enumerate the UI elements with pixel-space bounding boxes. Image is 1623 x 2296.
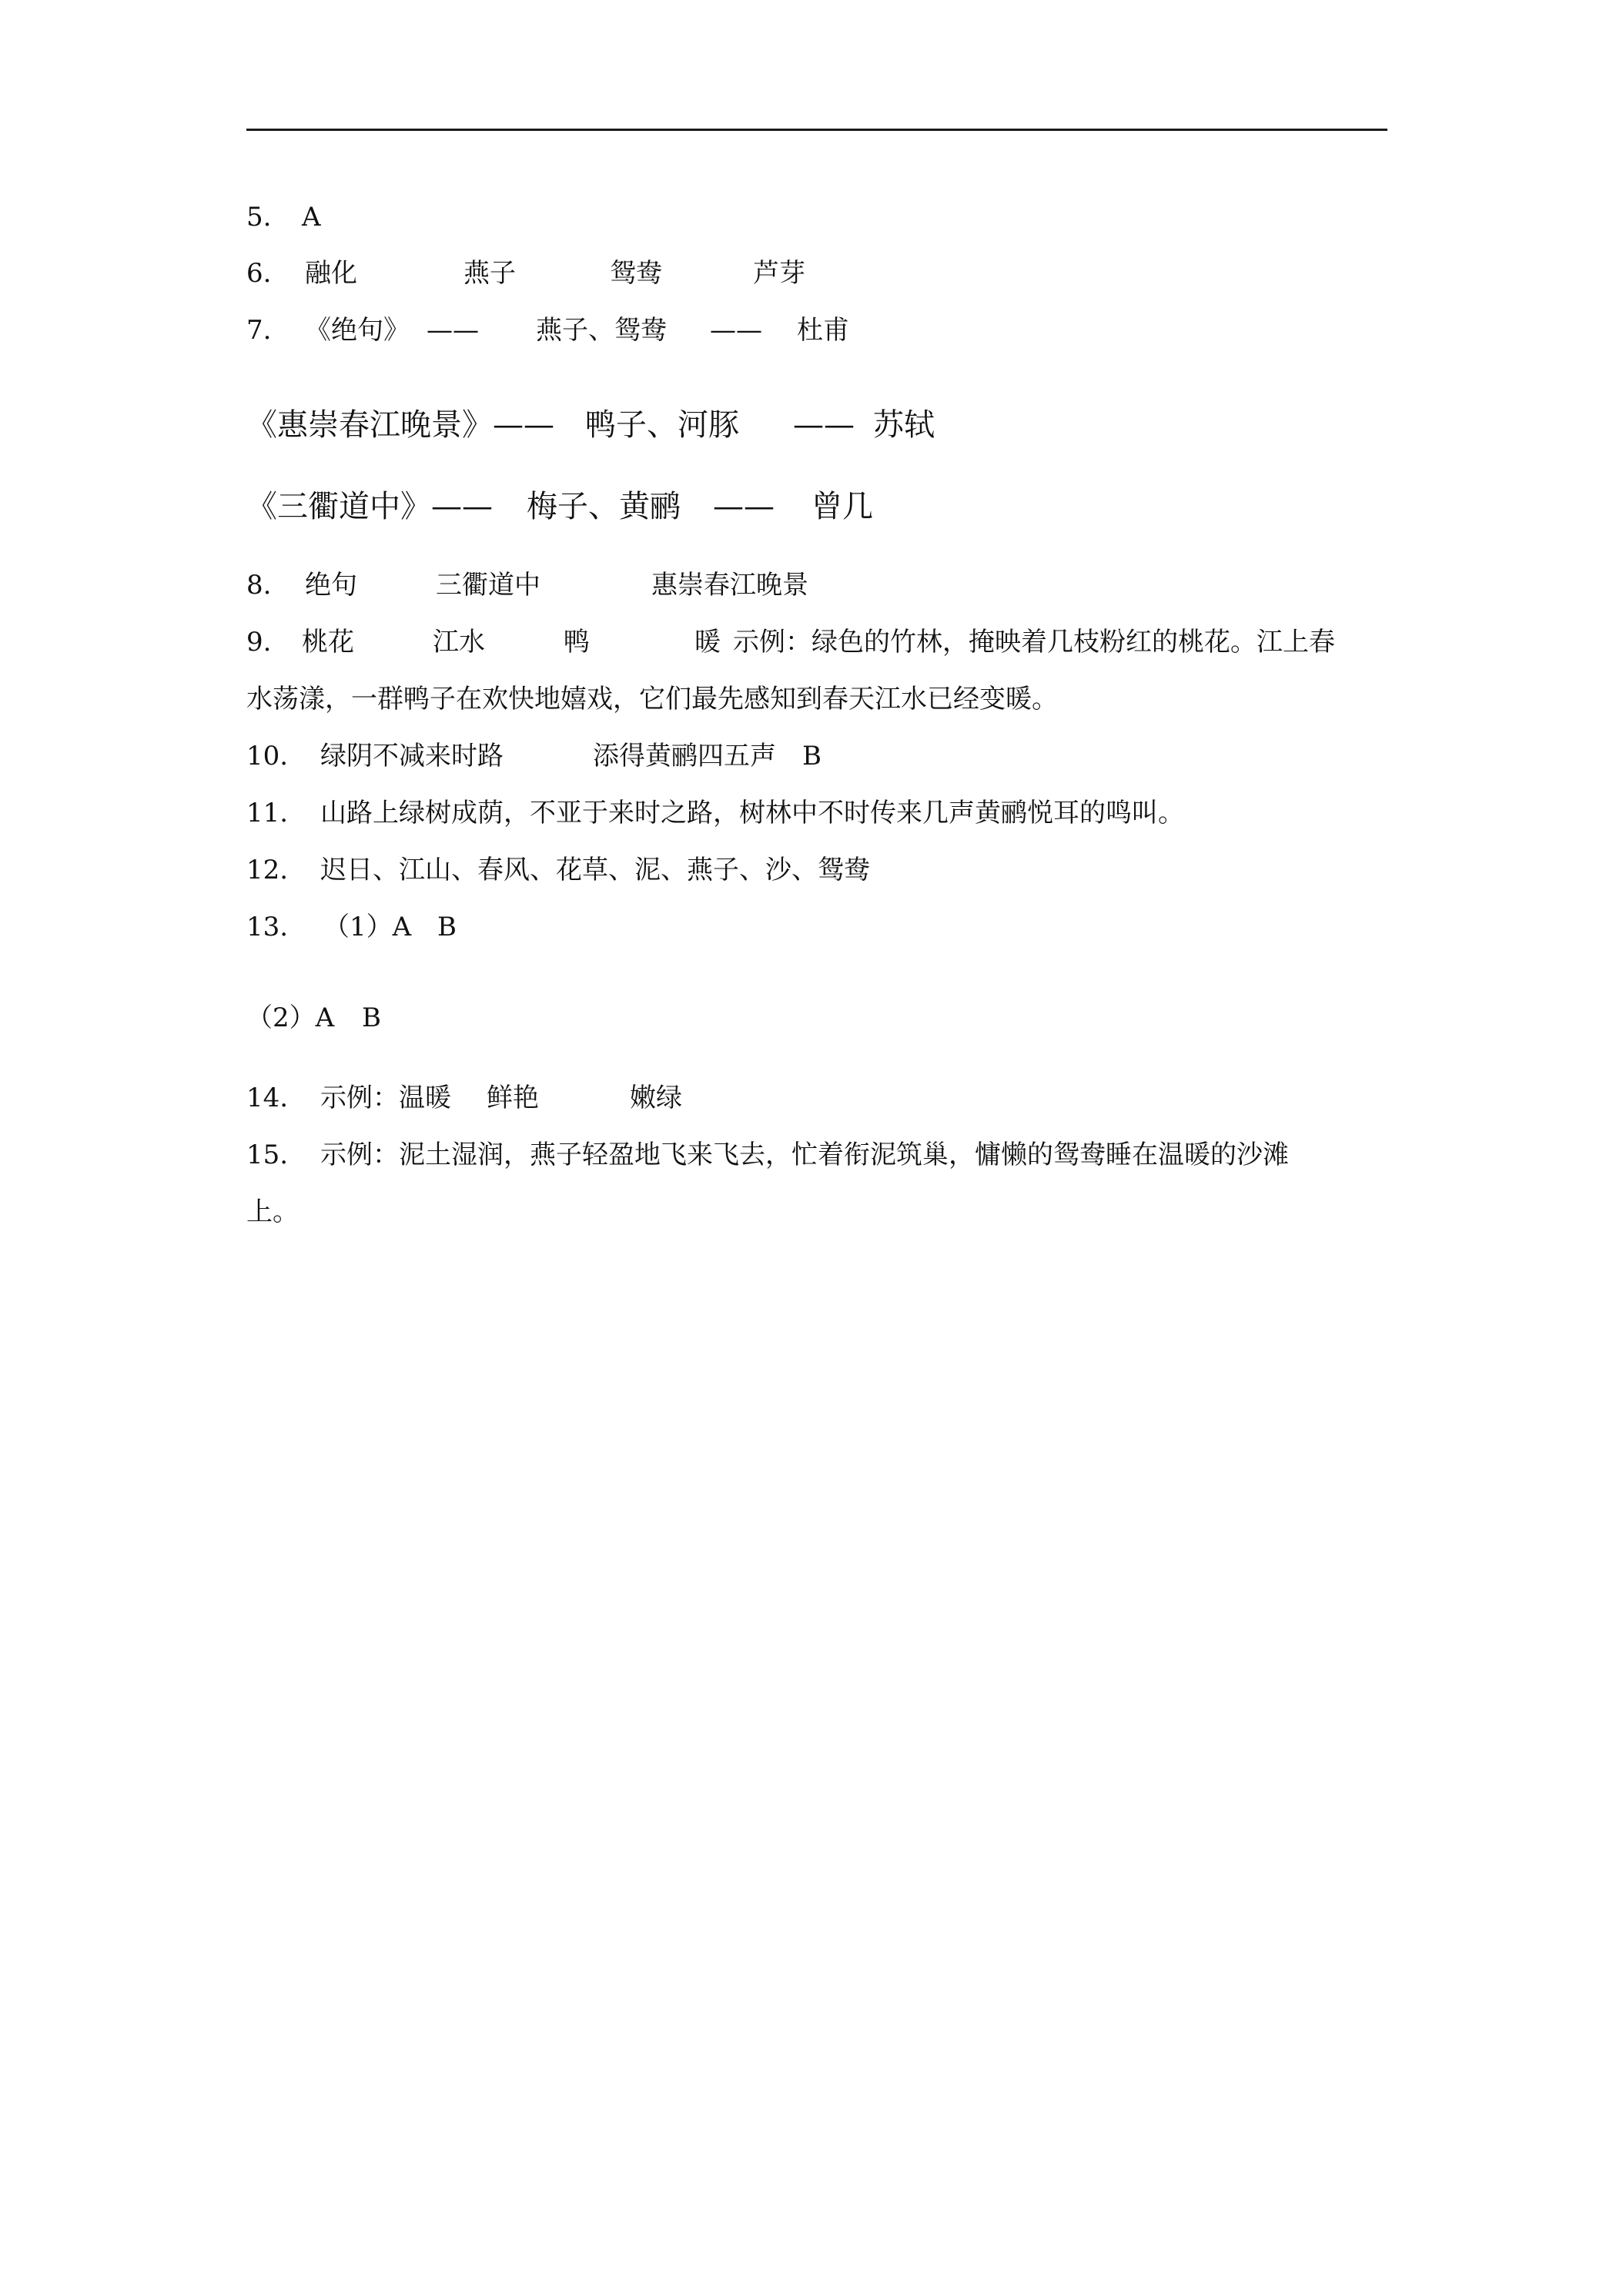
header-rule [246,129,1387,131]
answer-9-cont: 水荡漾，一群鸭子在欢快地嬉戏，它们最先感知到春天江水已经变暖。 [246,684,1058,715]
answer-15-cont: 上。 [246,1197,299,1227]
answer-9: 9. 桃花 江水 鸭 暖 示例：绿色的竹林，掩映着几枝粉红的桃花。江上春 [246,627,1335,658]
answer-6: 6. 融化 燕子 鸳鸯 芦芽 [246,258,805,289]
answer-8: 8. 绝句 三衢道中 惠崇春江晚景 [246,570,808,601]
answer-13-part2: （2）A B [246,1002,381,1033]
answer-5: 5. A [246,202,321,233]
answer-7-line2: 《惠崇春江晚景》—— 鸭子、河豚 —— 苏轼 [246,407,935,443]
answer-12: 12. 迟日、江山、春风、花草、泥、燕子、沙、鸳鸯 [246,855,870,885]
answer-7-line3: 《三衢道中》—— 梅子、黄鹂 —— 曾几 [246,489,873,524]
answer-10: 10. 绿阴不减来时路 添得黄鹂四五声 B [246,741,822,771]
answer-15: 15. 示例：泥土湿润，燕子轻盈地飞来飞去，忙着衔泥筑巢，慵懒的鸳鸯睡在温暖的沙滩 [246,1140,1289,1170]
answer-7: 7. 《绝句》 —— 燕子、鸳鸯 —— 杜甫 [246,315,849,346]
answer-11: 11. 山路上绿树成荫，不亚于来时之路，树林中不时传来几声黄鹂悦耳的鸣叫。 [246,798,1184,828]
answer-14: 14. 示例：温暖 鲜艳 嫩绿 [246,1083,682,1113]
answer-13: 13. （1）A B [246,912,457,942]
